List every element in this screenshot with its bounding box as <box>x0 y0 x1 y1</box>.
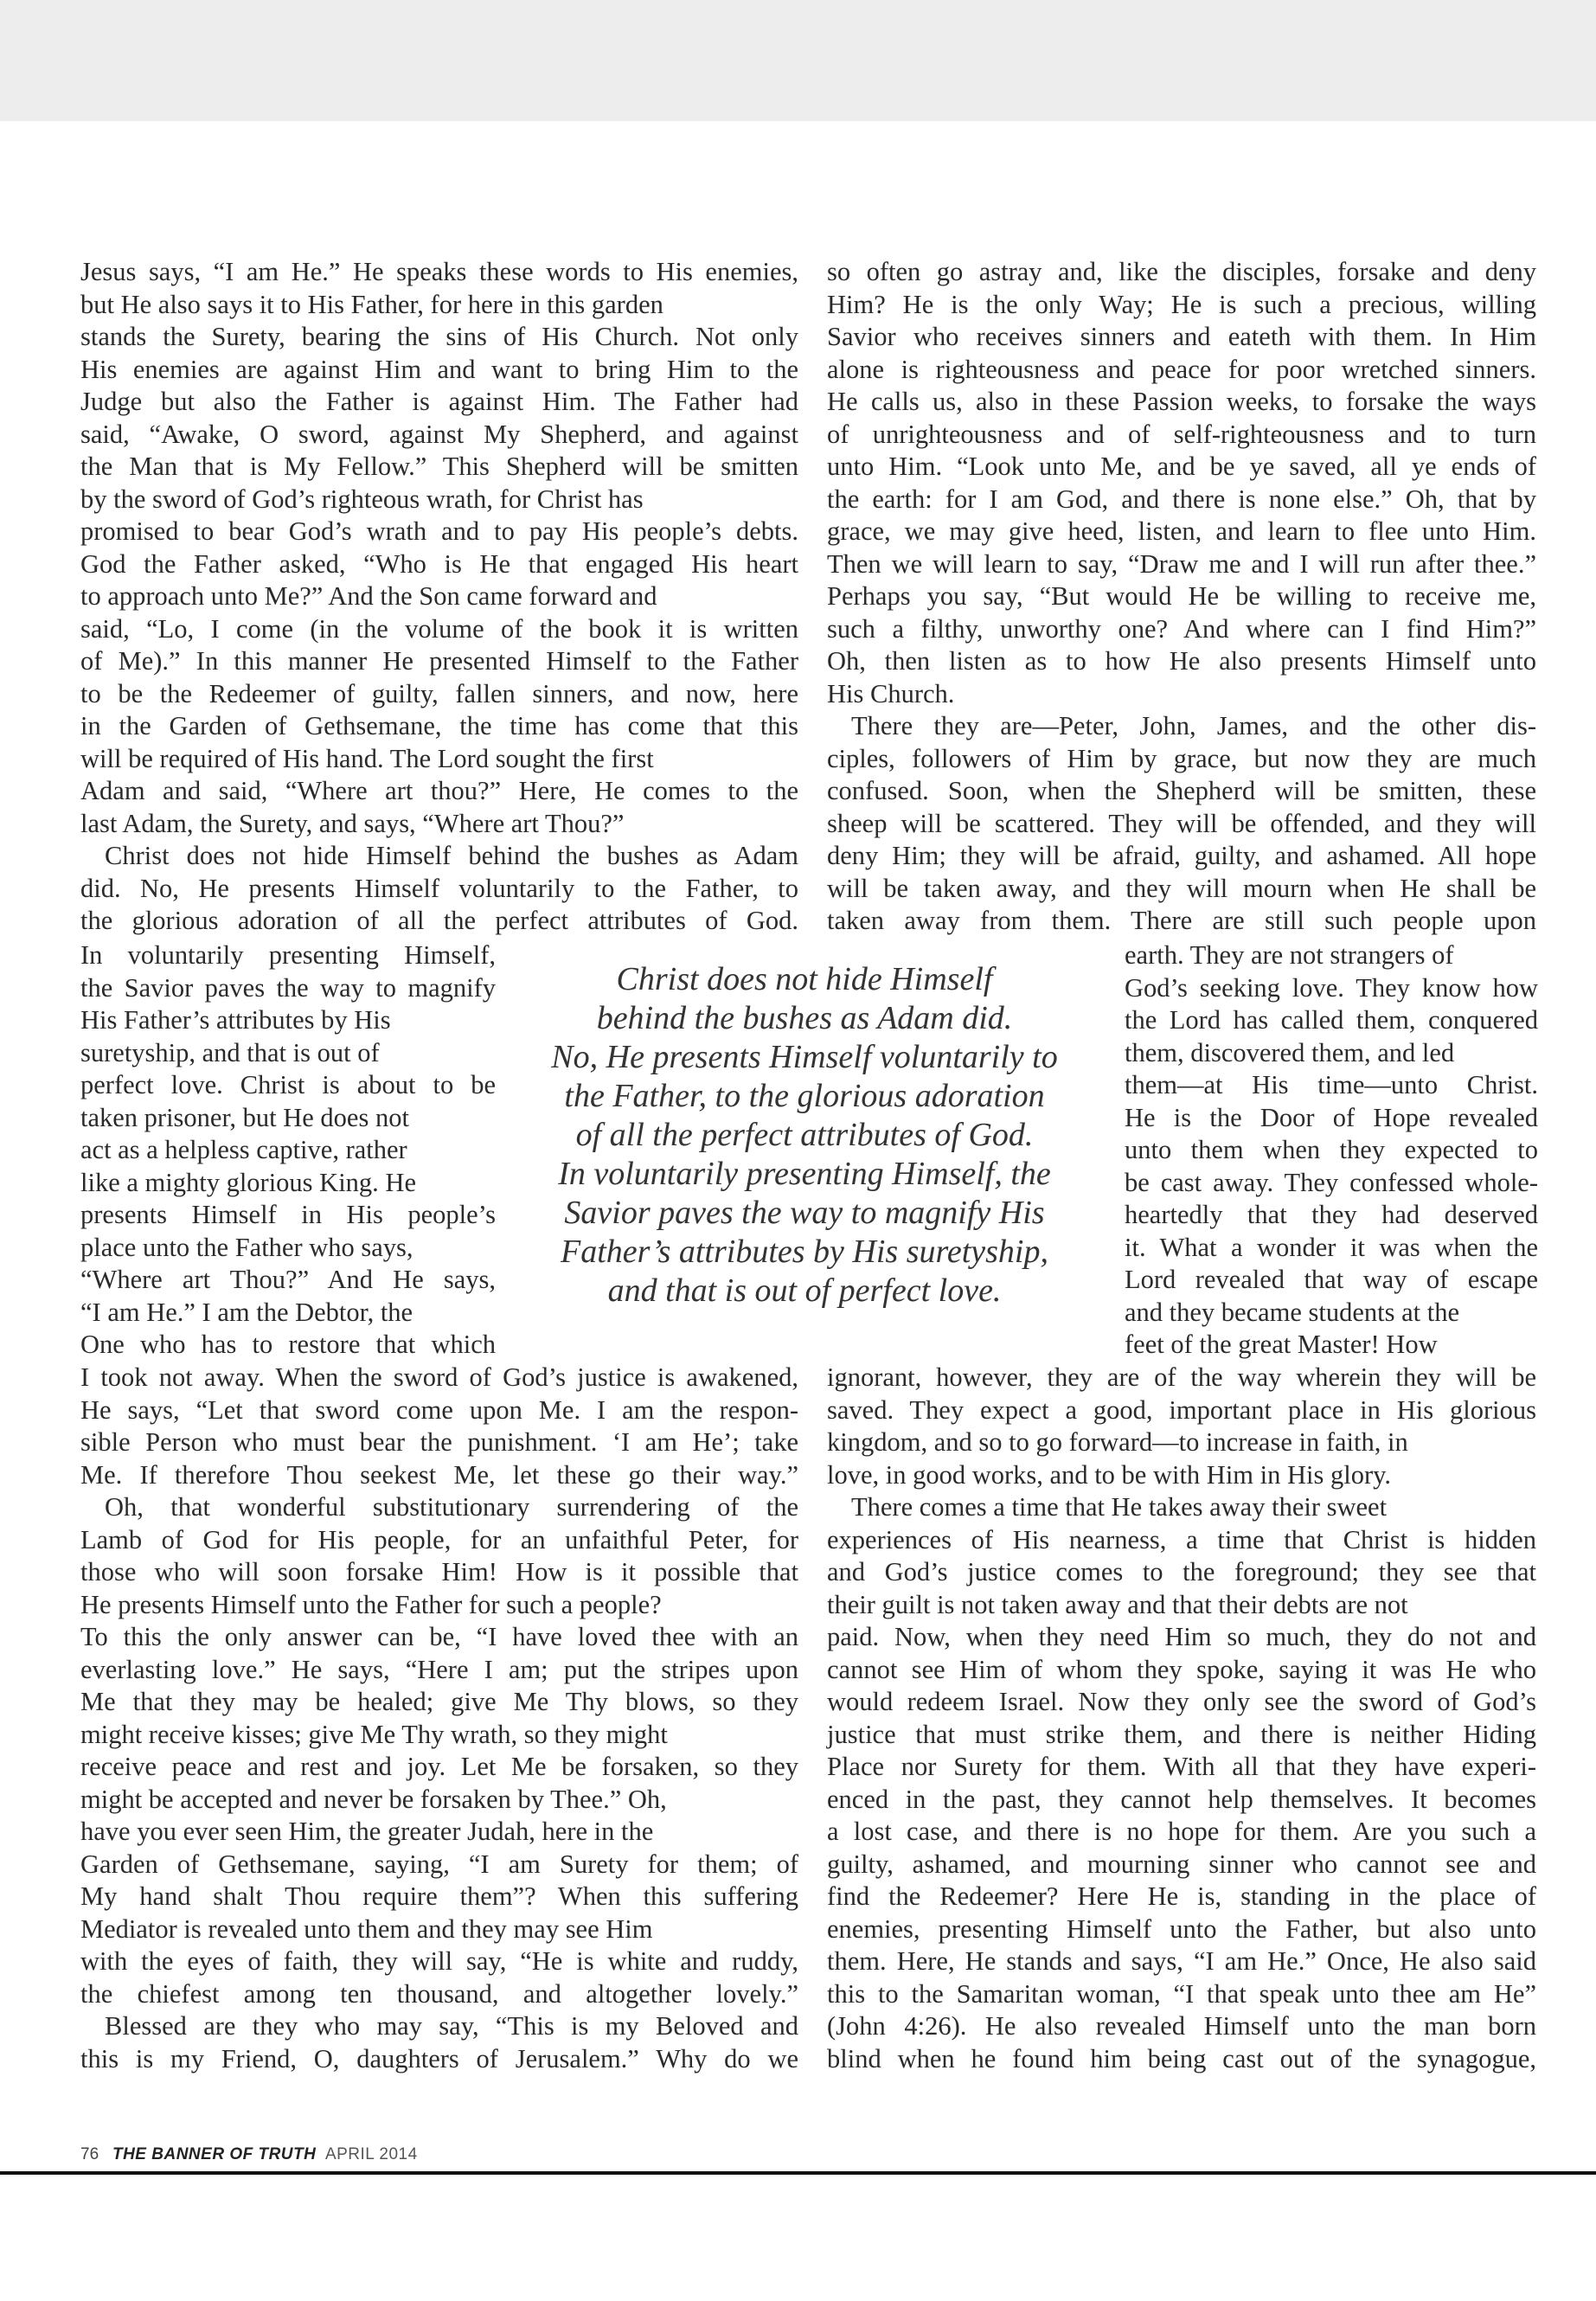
text-line: be cast away. They confessed whole- <box>1125 1167 1538 1197</box>
page-number: 76 <box>80 2145 99 2163</box>
pull-quote-line: of all the perfect attributes of God. <box>575 1117 1034 1153</box>
text-line: Mediator is revealed unto them and they may see Him <box>80 1913 653 1944</box>
text-line: Then we will learn to say, “Draw me and I will run after thee.” <box>827 548 1536 579</box>
text-line: will be required of His hand. The Lord sought the first <box>80 743 654 773</box>
text-line: grace, we may give heed, listen, and learn to flee unto Him. <box>827 516 1536 546</box>
text-line: Perhaps you say, “But would He be willing to receive me, <box>827 581 1536 611</box>
text-line: might be accepted and never be forsaken by Thee.” Oh, <box>80 1784 667 1814</box>
text-line: There they are—Peter, John, James, and the other dis- <box>851 711 1536 740</box>
text-line: I took not away. When the sword of God’s justice is awakened, <box>80 1362 798 1392</box>
text-line: He says, “Let that sword come upon Me. I am the respon- <box>80 1394 798 1425</box>
text-line: Lord revealed that way of escape <box>1125 1265 1538 1294</box>
text-line: His Church. <box>827 678 955 708</box>
bottom-rule <box>0 2171 1596 2175</box>
text-line: of unrighteousness and of self-righteousness and to turn <box>827 419 1536 449</box>
text-line: (John 4:26). He also revealed Himself unto the man born <box>827 2011 1536 2041</box>
text-line: them. Here, He stands and says, “I am He.” Once, He also said <box>827 1946 1536 1976</box>
pull-quote-line: behind the bushes as Adam did. <box>596 1000 1013 1036</box>
text-line: Him? He is the only Way; He is such a precious, willing <box>827 289 1536 319</box>
text-line: His Father’s attributes by His <box>80 1005 391 1035</box>
text-line: those who will soon forsake Him! How is it possible that <box>80 1557 798 1586</box>
text-line: Garden of Gethsemane, saying, “I am Surety for them; of <box>80 1849 798 1879</box>
pull-quote-line: the Father, to the glorious adoration <box>564 1078 1045 1114</box>
column-2-top-text <box>827 256 1536 938</box>
pull-quote-line: Father’s attributes by His suretyship, <box>560 1234 1048 1270</box>
text-line: the glorious adoration of all the perfect attributes of God. <box>80 906 798 935</box>
pull-quote <box>502 960 1107 1311</box>
top-margin-band <box>0 0 1596 121</box>
text-line: might receive kisses; give Me Thy wrath, so they might <box>80 1719 668 1749</box>
text-line: Savior who receives sinners and eateth with them. In Him <box>827 322 1536 351</box>
text-line: act as a helpless captive, rather <box>80 1135 407 1164</box>
text-line: by the sword of God’s righteous wrath, for Christ has <box>80 484 644 514</box>
text-line: Me that they may be healed; give Me Thy blows, so they <box>80 1687 798 1716</box>
text-line: confused. Soon, when the Shepherd will be smitten, these <box>827 776 1536 805</box>
text-line: cannot see Him of whom they spoke, saying it was He who <box>827 1654 1536 1684</box>
text-line: place unto the Father who says, <box>80 1232 413 1262</box>
text-line: sible Person who must bear the punishment. ‘I am He’; take <box>80 1427 798 1457</box>
publication-name: THE BANNER OF TRUTH <box>112 2145 317 2163</box>
text-line: feet of the great Master! How <box>1125 1330 1438 1359</box>
text-line: have you ever seen Him, the greater Judah, here in the <box>80 1817 654 1846</box>
text-line: There comes a time that He takes away their sweet <box>851 1492 1388 1522</box>
text-line: said, “Lo, I come (in the volume of the book it is written <box>80 613 798 644</box>
text-line: this to the Samaritan woman, “I that speak unto thee am He” <box>827 1978 1536 2009</box>
text-line: Christ does not hide Himself behind the bushes as Adam <box>105 841 798 870</box>
text-line: Lamb of God for His people, for an unfaithful Peter, for <box>80 1524 798 1554</box>
text-line: of Me).” In this manner He presented Himself to the Father <box>80 646 798 676</box>
text-line: saved. They expect a good, important place in His glorious <box>827 1394 1536 1425</box>
text-line: deny Him; they will be afraid, guilty, and ashamed. All hope <box>827 841 1536 870</box>
text-line: receive peace and rest and joy. Let Me be forsaken, so they <box>80 1752 798 1781</box>
pull-quote-line: In voluntarily presenting Himself, the <box>558 1156 1051 1192</box>
text-line: would redeem Israel. Now they only see the sword of God’s <box>827 1687 1536 1716</box>
column-2-bottom-text <box>827 1362 1536 2075</box>
text-line: said, “Awake, O sword, against My Shepherd, and against <box>80 419 798 449</box>
text-line: guilty, ashamed, and mourning sinner who cannot see and <box>827 1849 1536 1879</box>
text-line: paid. Now, when they need Him so much, they do not and <box>827 1622 1536 1651</box>
text-line: “Where art Thou?” And He says, <box>80 1265 496 1294</box>
column-1-wrapped-text <box>80 939 496 1362</box>
text-line: and God’s justice comes to the foreground; they see that <box>827 1557 1536 1586</box>
page-footer <box>80 2145 418 2164</box>
text-line: heartedly that they had deserved <box>1125 1200 1538 1229</box>
column-1-top-text <box>80 256 798 938</box>
text-line: He presents Himself unto the Father for such a people? <box>80 1589 662 1619</box>
text-line: unto them when they expected to <box>1125 1135 1538 1164</box>
text-line: promised to bear God’s wrath and to pay His people’s debts. <box>80 516 798 546</box>
text-line: enemies, presenting Himself unto the Father, but also unto <box>827 1913 1536 1944</box>
text-line: taken prisoner, but He does not <box>80 1102 409 1132</box>
text-line: justice that must strike them, and there is neither Hiding <box>827 1719 1536 1749</box>
pull-quote-line: Christ does not hide Himself <box>616 961 993 997</box>
text-line: the Man that is My Fellow.” This Shepherd will be smitten <box>80 452 798 481</box>
text-line: it. What a wonder it was when the <box>1125 1232 1538 1262</box>
text-line: them, discovered them, and led <box>1125 1037 1455 1067</box>
text-line: sheep will be scattered. They will be offended, and they will <box>827 808 1536 838</box>
text-line: alone is righteousness and peace for poor wretched sinners. <box>827 354 1536 384</box>
text-line: He calls us, also in these Passion weeks, to forsake the ways <box>827 387 1536 416</box>
text-line: ciples, followers of Him by grace, but now they are much <box>827 743 1536 773</box>
text-line: His enemies are against Him and want to bring Him to the <box>80 354 798 384</box>
text-line: He is the Door of Hope revealed <box>1125 1102 1538 1132</box>
pull-quote-line: and that is out of perfect love. <box>607 1272 1002 1309</box>
text-line: so often go astray and, like the disciples, forsake and deny <box>827 257 1536 286</box>
text-line: Oh, that wonderful substitutionary surrendering of the <box>105 1492 798 1522</box>
text-line: presents Himself in His people’s <box>80 1200 496 1229</box>
text-line: blind when he found him being cast out of the synagogue, <box>827 2043 1536 2073</box>
text-line: Me. If therefore Thou seekest Me, let these go their way.” <box>80 1459 798 1490</box>
pull-quote-line: No, He presents Himself voluntarily to <box>551 1039 1058 1075</box>
text-line: the Savior paves the way to magnify <box>80 972 496 1003</box>
text-line: love, in good works, and to be with Him in His glory. <box>827 1459 1392 1490</box>
text-line: God the Father asked, “Who is He that engaged His heart <box>80 548 798 579</box>
text-line: unto Him. “Look unto Me, and be ye saved, all ye ends of <box>827 452 1536 481</box>
text-line: earth. They are not strangers of <box>1125 940 1454 970</box>
text-line: in the Garden of Gethsemane, the time has come that this <box>80 711 798 740</box>
text-line: did. No, He presents Himself voluntarily to the Father, to <box>80 873 798 903</box>
text-line: Blessed are they who may say, “This is my Beloved and <box>105 2011 798 2041</box>
text-line: everlasting love.” He says, “Here I am; put the stripes upon <box>80 1654 798 1684</box>
text-line: stands the Surety, bearing the sins of His Church. Not only <box>80 322 798 351</box>
text-line: Jesus says, “I am He.” He speaks these words to His enemies, <box>80 257 798 286</box>
text-line: taken away from them. There are still such people upon <box>827 906 1536 935</box>
text-line: To this the only answer can be, “I have loved thee with an <box>80 1622 798 1651</box>
column-2-wrapped-text <box>1125 939 1538 1362</box>
column-1-bottom-text <box>80 1362 798 2075</box>
text-line: In voluntarily presenting Himself, <box>80 940 496 970</box>
text-line: God’s seeking love. They know how <box>1125 972 1538 1003</box>
text-line: suretyship, and that is out of <box>80 1037 380 1067</box>
text-line: ignorant, however, they are of the way wherein they will be <box>827 1362 1536 1392</box>
text-line: such a filthy, unworthy one? And where can I find Him?” <box>827 613 1536 644</box>
text-line: to be the Redeemer of guilty, fallen sinners, and now, here <box>80 678 798 708</box>
text-line: the earth: for I am God, and there is none else.” Oh, that by <box>827 484 1536 514</box>
text-line: the chiefest among ten thousand, and altogether lovely.” <box>80 1978 798 2009</box>
text-line: “I am He.” I am the Debtor, the <box>80 1297 413 1327</box>
text-line: Judge but also the Father is against Him. The Father had <box>80 387 798 416</box>
text-line: My hand shalt Thou require them”? When this suffering <box>80 1881 798 1911</box>
text-line: kingdom, and so to go forward—to increase in faith, in <box>827 1427 1408 1457</box>
text-line: this is my Friend, O, daughters of Jerusalem.” Why do we <box>80 2043 798 2073</box>
text-line: find the Redeemer? Here He is, standing in the place of <box>827 1881 1536 1911</box>
text-line: like a mighty glorious King. He <box>80 1167 416 1197</box>
text-line: Adam and said, “Where art thou?” Here, He comes to the <box>80 776 798 805</box>
pull-quote-line: Savior paves the way to magnify His <box>564 1195 1045 1231</box>
issue-date: APRIL 2014 <box>324 2145 418 2163</box>
text-line: a lost case, and there is no hope for them. Are you such a <box>827 1817 1536 1846</box>
text-line: the Lord has called them, conquered <box>1125 1005 1538 1035</box>
text-line: experiences of His nearness, a time that Christ is hidden <box>827 1524 1536 1554</box>
text-line: Oh, then listen as to how He also presents Himself unto <box>827 646 1536 676</box>
text-line: to approach unto Me?” And the Son came forward and <box>80 581 657 611</box>
text-line: One who has to restore that which <box>80 1330 496 1359</box>
text-line: but He also says it to His Father, for here in this garden <box>80 289 663 319</box>
text-line: Place nor Surety for them. With all that they have experi- <box>827 1752 1536 1781</box>
text-line: enced in the past, they cannot help themselves. It becomes <box>827 1784 1536 1814</box>
text-line: with the eyes of faith, they will say, “He is white and ruddy, <box>80 1946 798 1976</box>
text-line: will be taken away, and they will mourn when He shall be <box>827 873 1536 903</box>
text-line: them—at His time—unto Christ. <box>1125 1070 1538 1099</box>
text-line: last Adam, the Surety, and says, “Where art Thou?” <box>80 808 625 838</box>
text-line: perfect love. Christ is about to be <box>80 1070 496 1099</box>
text-line: and they became students at the <box>1125 1297 1460 1327</box>
text-line: their guilt is not taken away and that their debts are not <box>827 1589 1408 1619</box>
